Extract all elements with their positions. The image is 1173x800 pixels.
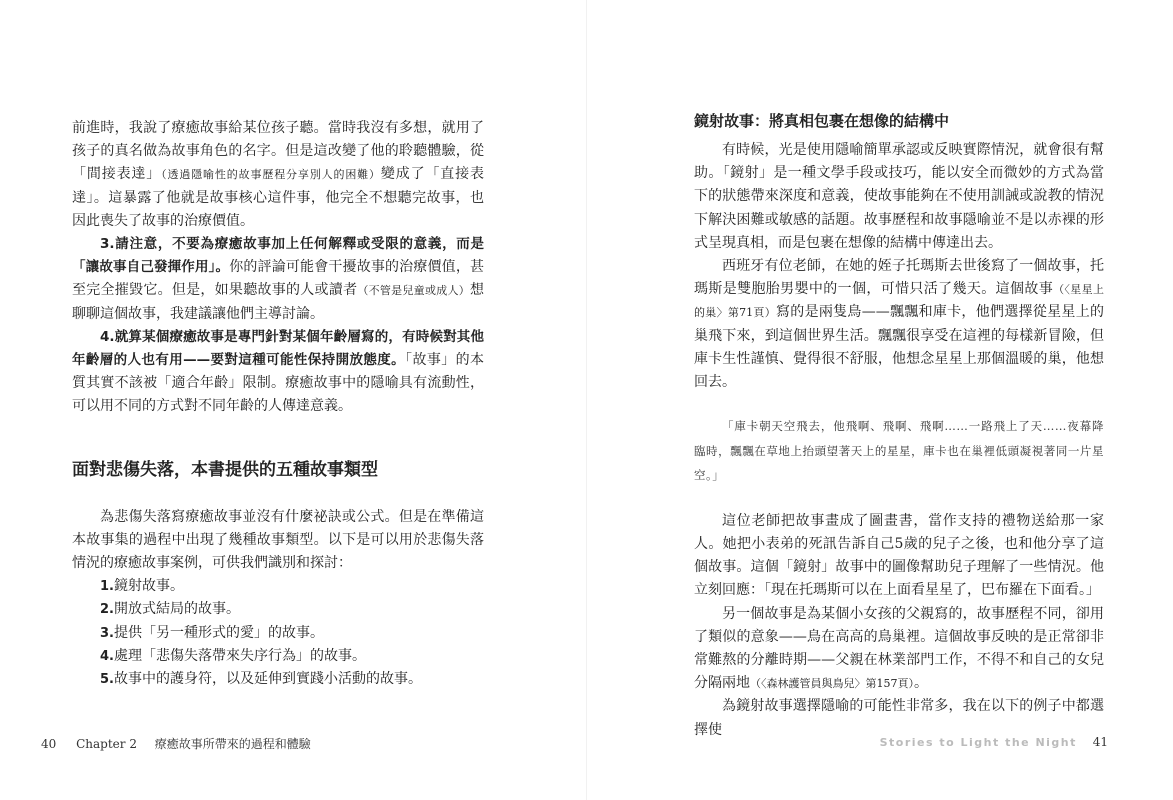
paragraph: 為悲傷失落寫療癒故事並沒有什麼祕訣或公式。但是在準備這本故事集的過程中出現了幾種故事類型。以下是可以用於悲傷失落情況的療癒故事案例，可供我們識別和探討：	[72, 508, 484, 572]
story-quote: 「庫卡朝天空飛去，他飛啊、飛啊、飛啊……一路飛上了天……夜幕降臨時，飄飄在草地上抬頭望著天上的星星，庫卡也在巢裡低頭凝視著同一片星空。」	[694, 419, 1104, 483]
paragraph: 前進時，我說了療癒故事給某位孩子聽。當時我沒有多想，就用了孩子的真名做為故事角色的名字。但是這改變了他的聆聽體驗，從「間接表達」（透過隱喻性的故事歷程分享別人的困難）變成了「直接表達」。這暴露了他就是故事核心這件事，他完全不想聽完故事，也因此喪失了故事的治療價值。	[72, 120, 485, 229]
list-item: 3.提供「另一種形式的愛」的故事。	[100, 624, 324, 641]
list-item: 5.故事中的護身符，以及延伸到實踐小活動的故事。	[100, 671, 422, 688]
story-type-list	[72, 575, 484, 691]
page-number: 41	[1092, 735, 1108, 749]
paragraph: 為鏡射故事選擇隱喻的可能性非常多，我在以下的例子中都選擇使	[694, 698, 1104, 738]
right-text-column	[694, 110, 1104, 742]
chapter-label: Chapter 2	[76, 737, 137, 751]
paragraph: 4.就算某個療癒故事是專門針對某個年齡層寫的，有時候對其他年齡層的人也有用——要對這種可能性保持開放態度。「故事」的本質其實不該被「適合年齡」限制。療癒故事中的隱喻具有流動性，可以用不同的方式對不同年齡的人傳達意義。	[72, 328, 485, 415]
left-text-column	[72, 117, 484, 691]
paragraph: 有時候，光是使用隱喻簡單承認或反映實際情況，就會很有幫助。「鏡射」是一種文學手段或技巧，能以安全而微妙的方式為當下的狀態帶來深度和意義，使故事能夠在不使用訓誡或說教的情況下解決困難或敏感的話題。故事歷程和故事隱喻並不是以赤裸的形式呈現真相，而是包裹在想像的結構中傳達出去。	[694, 142, 1104, 251]
page-number: 40	[41, 737, 57, 751]
list-item: 2.開放式結局的故事。	[100, 601, 240, 618]
right-page	[586, 0, 1173, 800]
subsection-heading: 鏡射故事：將真相包裹在想像的結構中	[694, 112, 950, 130]
paragraph: 西班牙有位老師，在她的姪子托瑪斯去世後寫了一個故事，托瑪斯是雙胞胎男嬰中的一個，可惜只活了幾天。這個故事（〈星星上的巢〉第71頁）寫的是兩隻鳥——飄飄和庫卡，他們選擇從星星上的巢飛下來，到這個世界生活。飄飄很享受在這裡的每樣新冒險，但庫卡生性謹慎、覺得很不舒服，他想念星星上那個溫暖的巢，他想回去。	[694, 258, 1105, 391]
list-item: 4.處理「悲傷失落帶來失序行為」的故事。	[100, 647, 366, 664]
paragraph: 3.請注意，不要為療癒故事加上任何解釋或受限的意義，而是「讓故事自己發揮作用」。你的評論可能會干擾故事的治療價值，甚至完全摧毀它。但是，如果聽故事的人或讀者（不管是兒童或成人）想聊聊這個故事，我建議讓他們主導討論。	[72, 236, 485, 322]
left-page-footer	[41, 735, 311, 752]
paragraph: 這位老師把故事畫成了圖畫書，當作支持的禮物送給那一家人。她把小表弟的死訊告訴自己5歲的兒子之後，也和他分享了這個故事。這個「鏡射」故事中的圖像幫助兒子理解了一些情況。他立刻回應：「現在托瑪斯可以在上面看星星了，巴布羅在下面看。」	[694, 512, 1104, 599]
section-heading: 面對悲傷失落，本書提供的五種故事類型	[72, 459, 378, 480]
chapter-title: 療癒故事所帶來的過程和體驗	[154, 737, 311, 751]
series-title: Stories to Light the Night	[879, 736, 1077, 749]
left-page	[0, 0, 586, 800]
list-item: 1.鏡射故事。	[100, 578, 184, 595]
right-page-footer	[880, 735, 1108, 749]
paragraph: 另一個故事是為某個小女孩的父親寫的，故事歷程不同，卻用了類似的意象——鳥在高高的鳥巢裡。這個故事反映的是正常卻非常難熬的分離時期——父親在林業部門工作，不得不和自己的女兒分隔兩地（〈森林護管員與鳥兒〉第157頁）。	[694, 605, 1104, 692]
